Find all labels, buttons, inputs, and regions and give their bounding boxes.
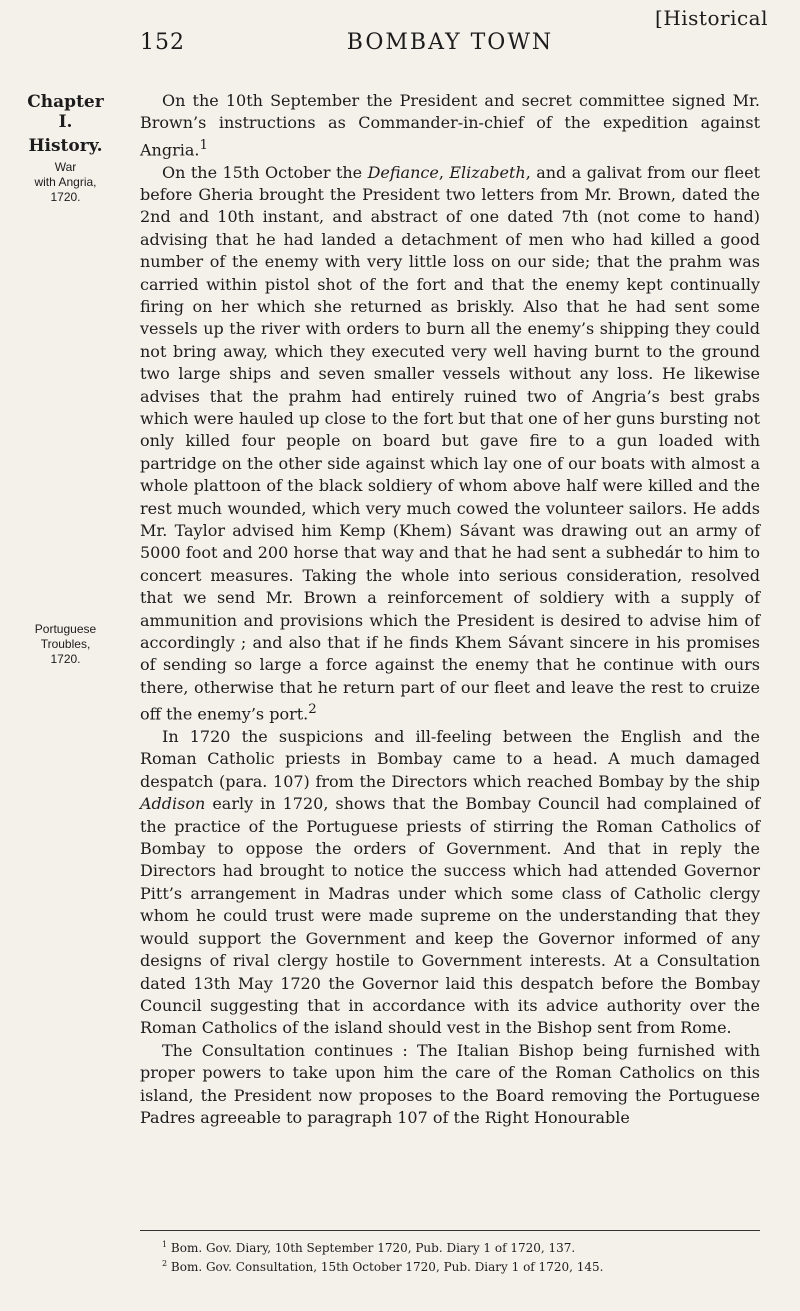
paragraph-text: , [438, 162, 450, 182]
footnote-divider [140, 1230, 760, 1231]
ship-name: Elizabeth [449, 162, 526, 182]
paragraph [140, 162, 760, 726]
margin-note-line: Troubles, [40, 637, 91, 651]
running-header [140, 30, 760, 60]
paragraph-text: On the 10th September the President and secret committee signed Mr. Brown’s instructions as Commander-in-chief of the expedition against Angria. [140, 91, 760, 160]
paragraph [140, 726, 760, 1040]
footnote-ref: 2 [308, 702, 317, 718]
paragraph-text: In 1720 the suspicions and ill-feeling between the English and the Roman Catholic priests in Bombay came to a head. A much damaged despatch (para. 107) from the Directors which reached Bombay by the ship [140, 727, 760, 791]
footnotes [162, 1237, 760, 1275]
history-label: History. [28, 136, 103, 156]
footnote-2 [162, 1256, 760, 1275]
running-header-right: [Historical [655, 6, 768, 30]
paragraph-text: On the 15th October the [162, 162, 368, 182]
footnote-1 [162, 1237, 760, 1256]
margin-note-line: with Angria, [34, 175, 97, 189]
margin-note-line: Portuguese [34, 622, 97, 636]
footnote-mark: 1 [162, 1240, 168, 1249]
footnote-mark: 2 [162, 1259, 168, 1268]
page-number: 152 [140, 30, 185, 55]
margin-note-line: 1720. [50, 652, 81, 666]
margin-note-portuguese [18, 622, 113, 667]
running-title: BOMBAY TOWN [346, 30, 554, 55]
main-text [140, 90, 760, 1129]
margin-notes [18, 92, 113, 205]
paragraph-text: The Consultation continues : The Italian Bishop being furnished with proper powers to take upon him the care of the Roman Catholics on this island, the President now proposes to the Board removing the Portuguese Padres agreeable to paragraph 107 of the Right Honourable [140, 1040, 760, 1127]
paragraph-text: early in 1720, shows that the Bombay Council had complained of the practice of the Portuguese priests of stirring the Roman Catholics of Bombay to oppose the orders of Government. And that in reply the Directors had brought to notice the success which had attended Governor Pitt’s arrangement in Madras under which some class of Catholic clergy whom he could trust were made supreme on the understanding that they would support the Government and keep the Governor informed of any designs of rival clergy hostile to Government interests. At a Consultation dated 13th May 1720 the Governor laid this despatch before the Bombay Council suggesting that in accordance with its advice authority over the Roman Catholics of the island should vest in the Bishop sent from Rome. [140, 794, 760, 1038]
ship-name: Defiance [367, 162, 439, 182]
paragraph-text: , and a galivat from our fleet before Gheria brought the President two letters from Mr. Brown, dated the 2nd and 10th instant, and abstract of one dated 7th (not come to hand) advising that he had landed a detachment of men who had killed a good number of the enemy with very little loss on our side; that the prahm was carried within pistol shot of the fort and that the enemy kept continually firing on her which she returned as briskly. Also that he had sent some vessels up the river with orders to burn all the enemy’s shipping they could not bring away, which they executed very well having burnt to the ground two large ships and seven smaller vessels without any loss. He likewise advises that the prahm had entirely ruined two of Angria’s best grabs which were hauled up close to the fort but that one of her guns bursting not only killed four people on board but gave fire to a gun loaded with partridge on the other side against which lay one of our boats with almost a whole plattoon of the black soldiery of whom above half were killed and the rest much wounded, which very much cowed the volunteer sailors. He adds Mr. Taylor advised him Kemp (Khem) Sávant was drawing out an army of 5000 foot and 200 horse that way and that he had sent a subhedár to him to concert measures. Taking the whole into serious consideration, resolved that we send Mr. Brown a reinforcement of soldiery with a supply of ammunition and provisions which the President is desired to advise him of accordingly ; and also that if he finds Khem Sávant sincere in his promises of sending so large a force against the enemy that he continue with ours there, otherwise that he return part of our fleet and leave the rest to cruize off the enemy’s port. [140, 162, 761, 724]
footnote-text: Bom. Gov. Consultation, 15th October 1720, Pub. Diary 1 of 1720, 145. [167, 1260, 604, 1274]
footnote-ref: 1 [199, 137, 208, 153]
margin-note-line: 1720. [50, 190, 81, 204]
chapter-label: Chapter I. [27, 92, 104, 132]
paragraph [140, 90, 760, 162]
footnote-text: Bom. Gov. Diary, 10th September 1720, Pub. Diary 1 of 1720, 137. [167, 1241, 576, 1255]
ship-name: Addison [140, 794, 206, 814]
margin-note-war [18, 160, 113, 205]
margin-note-line: War [54, 160, 77, 174]
paragraph [140, 1040, 760, 1130]
